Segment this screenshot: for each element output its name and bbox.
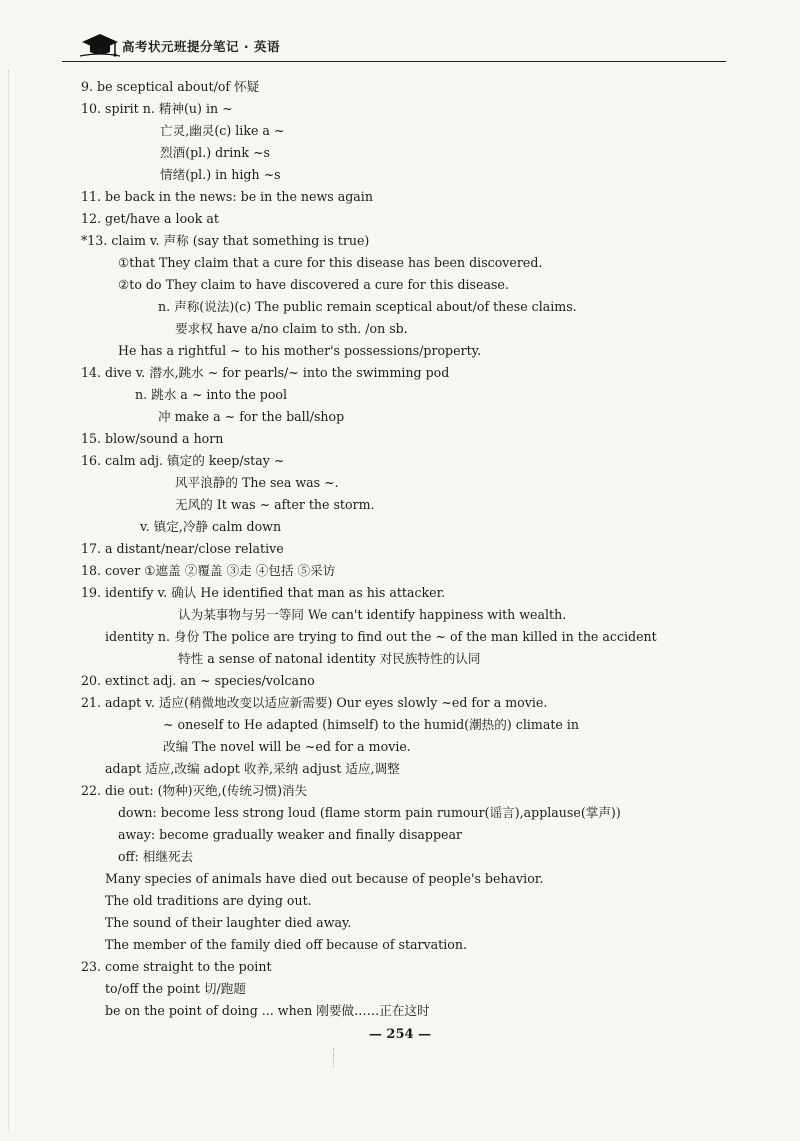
text-line: 15. blow/sound a horn: [81, 431, 224, 446]
text-line: 无风的 It was ~ after the storm.: [175, 497, 375, 512]
text-line: identity n. 身份 The police are trying to find out the ~ of the man killed in the accident: [105, 629, 657, 644]
text-line: 19. identify v. 确认 He identified that man as his attacker.: [81, 585, 446, 600]
text-line: 16. calm adj. 镇定的 keep/stay ~: [81, 453, 285, 468]
text-line: ~ oneself to He adapted (himself) to the humid(潮热的) climate in: [163, 717, 579, 732]
text-line: 要求权 have a/no claim to sth. /on sb.: [175, 321, 408, 336]
text-line: The member of the family died off because of starvation.: [105, 937, 467, 952]
text-line: *13. claim v. 声称 (say that something is true): [81, 233, 370, 248]
text-line: 认为某事物与另一等同 We can't identify happiness with wealth.: [178, 607, 567, 622]
text-line: 18. cover ①遮盖 ②覆盖 ③走 ④包括 ⑤采访: [81, 563, 336, 578]
text-line: 改编 The novel will be ~ed for a movie.: [163, 739, 411, 754]
text-line: 10. spirit n. 精神(u) in ~: [81, 101, 233, 116]
text-line: Many species of animals have died out because of people's behavior.: [105, 871, 544, 886]
text-line: 亡灵,幽灵(c) like a ~: [160, 123, 285, 138]
page-header: [62, 30, 726, 60]
header-rule: [62, 61, 726, 62]
text-line: 12. get/have a look at: [81, 211, 219, 226]
text-line: 22. die out: (物种)灭绝,(传统习惯)消失: [81, 783, 308, 798]
text-line: He has a rightful ~ to his mother's possessions/property.: [118, 343, 482, 358]
text-line: v. 镇定,冷静 calm down: [140, 519, 282, 534]
text-line: 14. dive v. 潜水,跳水 ~ for pearls/~ into the swimming pod: [81, 365, 450, 380]
text-line: 23. come straight to the point: [81, 959, 272, 974]
header-title: 高考状元班提分笔记 · 英语: [122, 39, 280, 54]
scan-mark: [333, 1048, 335, 1068]
text-line: down: become less strong loud (flame storm pain rumour(谣言),applause(掌声)): [118, 805, 621, 820]
text-line: 20. extinct adj. an ~ species/volcano: [81, 673, 315, 688]
text-line: be on the point of doing ... when 刚要做……正在这时: [105, 1003, 430, 1018]
text-line: The sound of their laughter died away.: [105, 915, 352, 930]
text-line: to/off the point 切/跑题: [105, 981, 246, 996]
graduation-cap-icon: [80, 32, 120, 58]
text-line: 9. be sceptical about/of 怀疑: [81, 79, 260, 94]
text-line: 21. adapt v. 适应(稍微地改变以适应新需要) Our eyes slowly ~ed for a movie.: [81, 695, 548, 710]
text-line: off: 相继死去: [118, 849, 194, 864]
text-line: The old traditions are dying out.: [105, 893, 312, 908]
text-line: 17. a distant/near/close relative: [81, 541, 284, 556]
text-line: ②to do They claim to have discovered a cure for this disease.: [118, 277, 509, 292]
page-number: — 254 —: [368, 1027, 432, 1042]
text-line: adapt 适应,改编 adopt 收养,采纳 adjust 适应,调整: [105, 761, 400, 776]
text-line: 烈酒(pl.) drink ~s: [160, 145, 270, 160]
text-line: n. 跳水 a ~ into the pool: [135, 387, 288, 402]
text-line: n. 声称(说法)(c) The public remain sceptical about/of these claims.: [158, 299, 577, 314]
text-line: 风平浪静的 The sea was ~.: [175, 475, 339, 490]
text-line: away: become gradually weaker and finally disappear: [118, 827, 463, 842]
text-line: 情绪(pl.) in high ~s: [160, 167, 281, 182]
text-line: 特性 a sense of natonal identity 对民族特性的认同: [178, 651, 481, 666]
text-line: ①that They claim that a cure for this disease has been discovered.: [118, 255, 543, 270]
text-line: 11. be back in the news: be in the news again: [81, 189, 373, 204]
margin-line: [8, 70, 9, 1130]
text-line: 冲 make a ~ for the ball/shop: [158, 409, 345, 424]
